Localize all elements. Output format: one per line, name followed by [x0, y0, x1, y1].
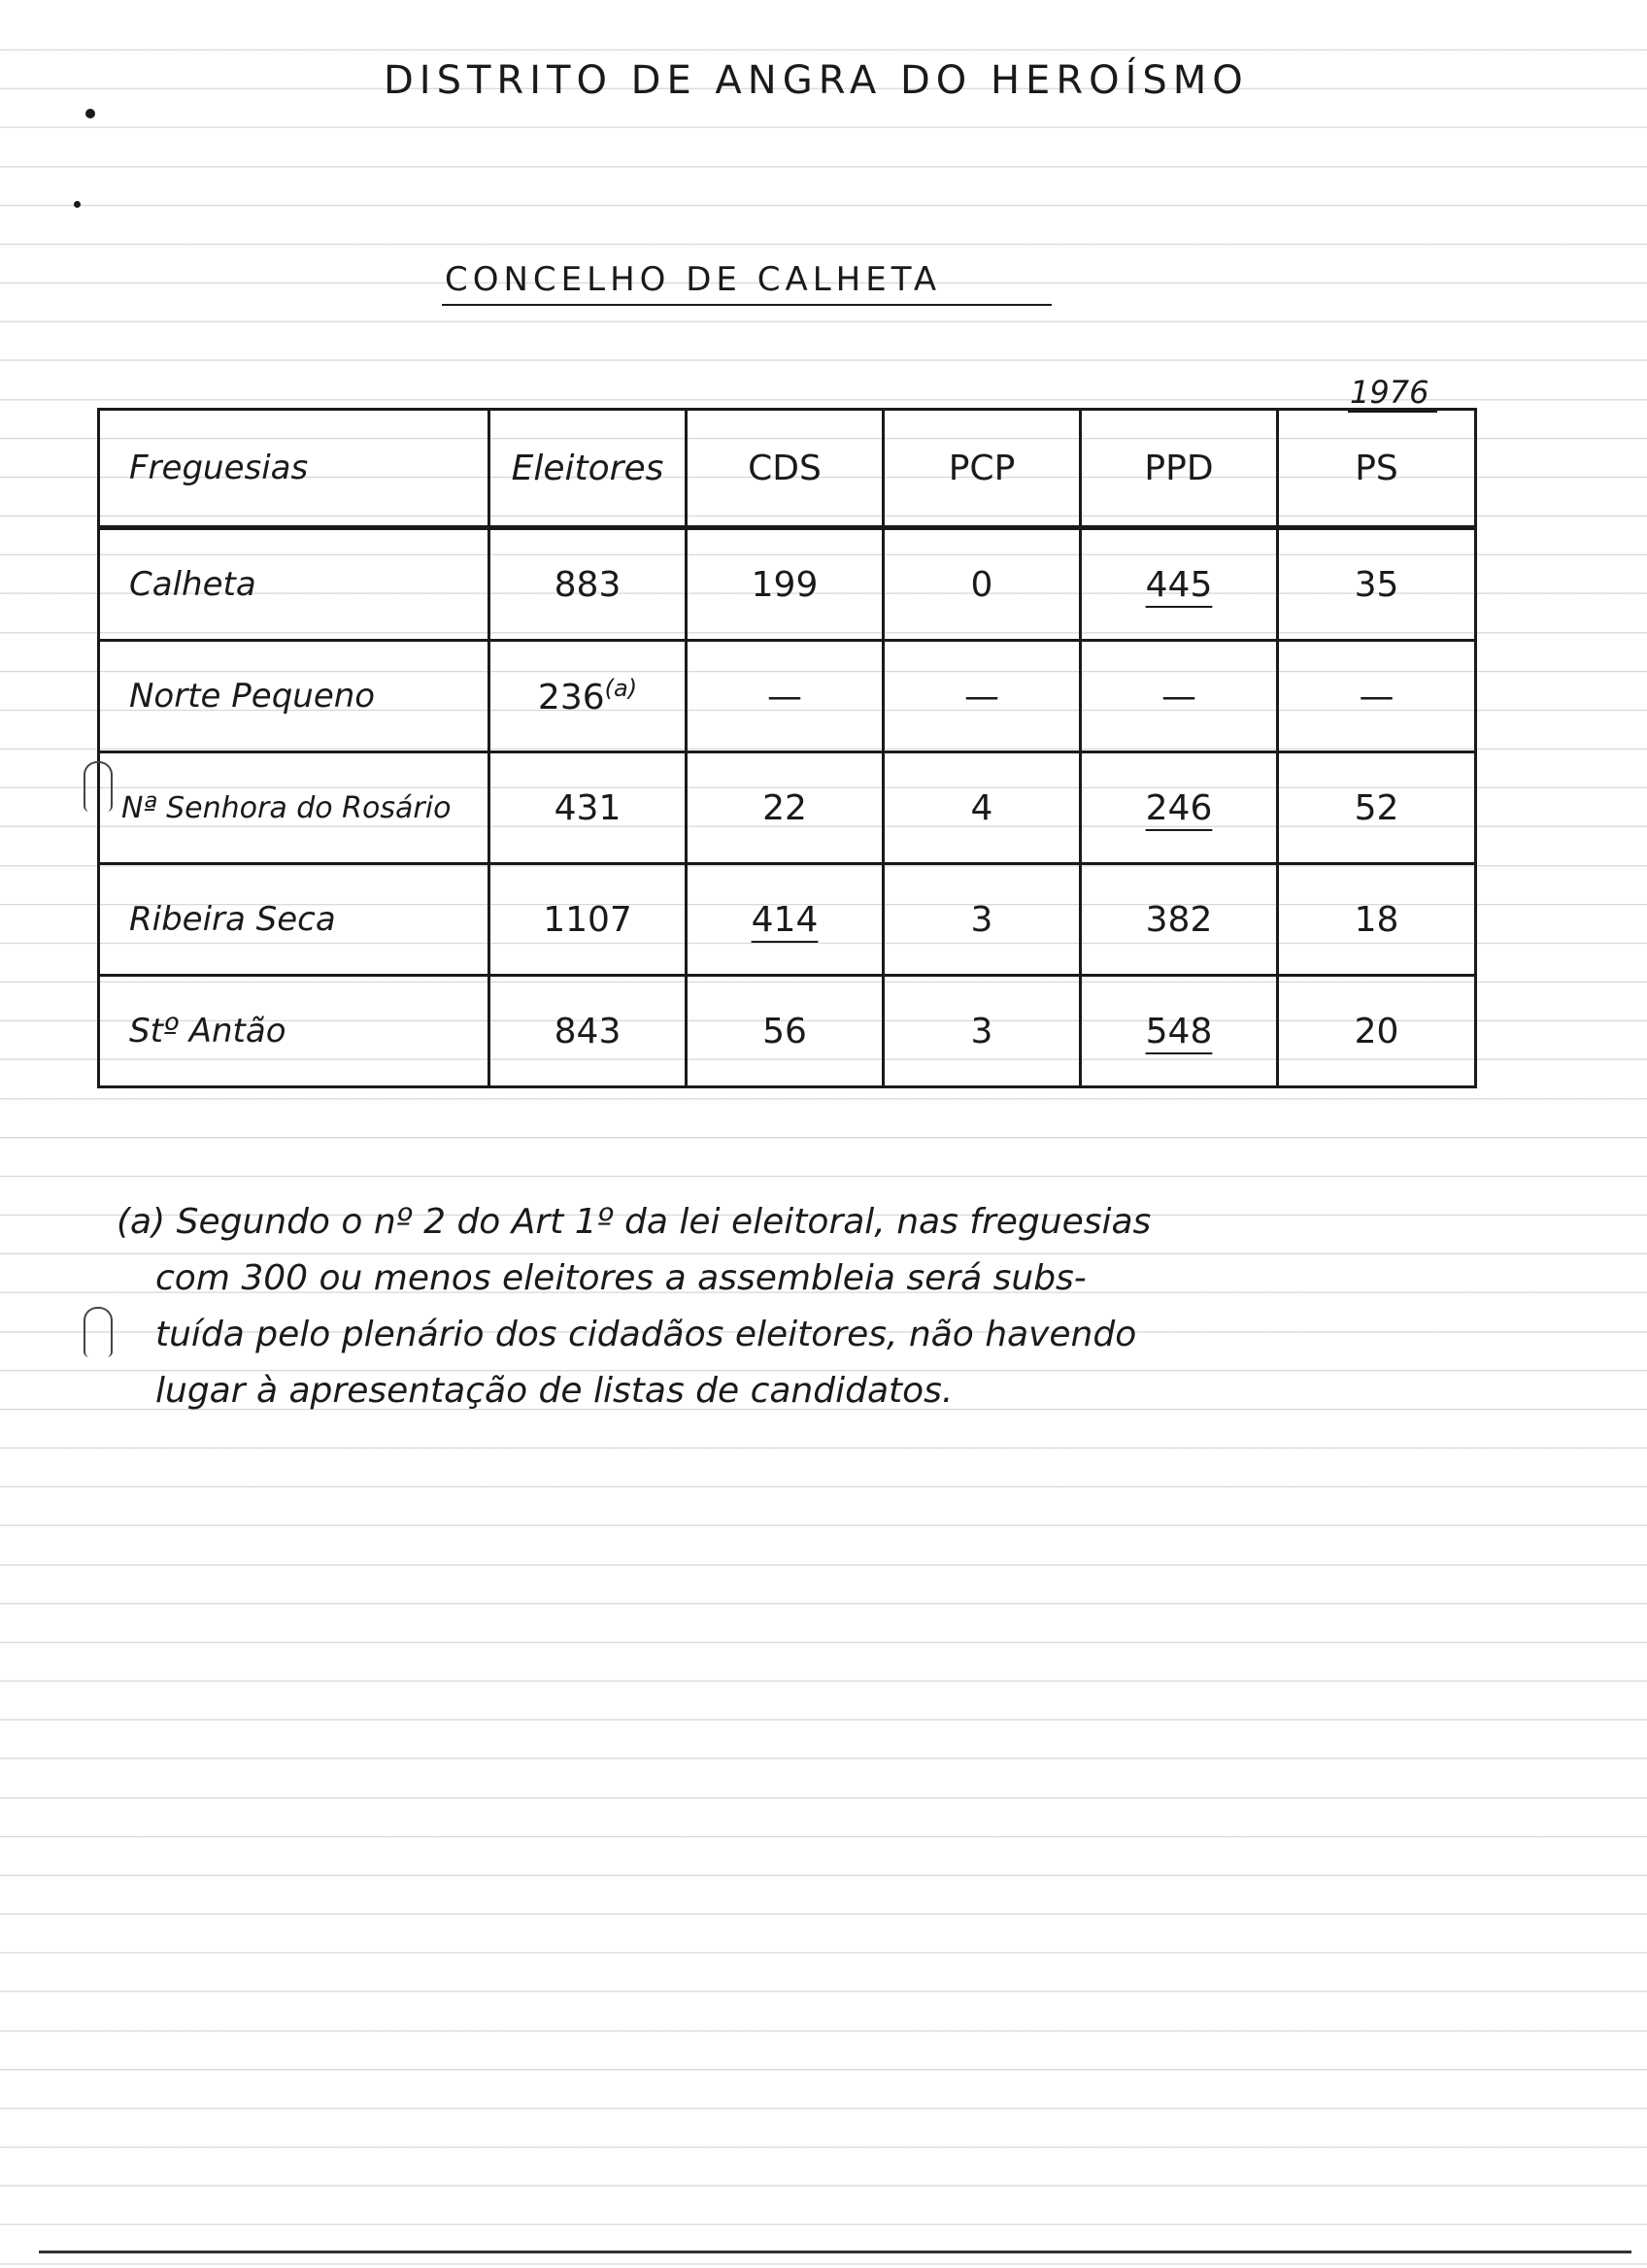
cds-cell: 22 — [687, 752, 884, 864]
cds-cell: 56 — [687, 976, 884, 1087]
ps-cell: 20 — [1278, 976, 1476, 1087]
footnote-line: tuída pelo plenário dos cidadãos eleitores, não havendo — [155, 1315, 1137, 1354]
election-results-table — [97, 408, 1477, 1088]
ps-cell: — — [1278, 641, 1476, 752]
voters-cell: 1107 — [489, 864, 687, 976]
footnote-line: lugar à apresentação de listas de candidatos. — [155, 1371, 954, 1411]
footnote-marker: (a) — [604, 675, 638, 702]
table-row — [99, 864, 1476, 976]
voters-value: 236 — [537, 678, 605, 717]
ppd-cell: 382 — [1081, 864, 1278, 976]
header-parish: Freguesias — [99, 410, 489, 528]
header-cds: CDS — [687, 410, 884, 528]
binder-ring-icon — [84, 761, 113, 812]
ppd-cell: 445 — [1081, 528, 1278, 641]
pcp-cell: — — [884, 641, 1081, 752]
pcp-cell: 4 — [884, 752, 1081, 864]
header-ppd: PPD — [1081, 410, 1278, 528]
table-header-row — [99, 410, 1476, 528]
punch-dot — [74, 201, 81, 208]
municipality-title: CONCELHO DE CALHETA — [445, 260, 942, 299]
header-voters: Eleitores — [489, 410, 687, 528]
district-title: DISTRITO DE ANGRA DO HEROÍSMO — [384, 58, 1249, 103]
voters-cell: 883 — [489, 528, 687, 641]
table-row — [99, 641, 1476, 752]
footnote-line: com 300 ou menos eleitores a assembleia será subs- — [155, 1258, 1087, 1298]
table-row — [99, 976, 1476, 1087]
parish-name: Stº Antão — [99, 976, 489, 1087]
cds-cell: — — [687, 641, 884, 752]
pcp-cell: 3 — [884, 864, 1081, 976]
voters-cell: 431 — [489, 752, 687, 864]
ps-cell: 35 — [1278, 528, 1476, 641]
table-row — [99, 752, 1476, 864]
footnote — [117, 1194, 1631, 1419]
parish-name: Nª Senhora do Rosário — [99, 752, 489, 864]
ps-cell: 52 — [1278, 752, 1476, 864]
punch-dot — [85, 109, 95, 118]
voters-cell — [489, 641, 687, 752]
ps-cell: 18 — [1278, 864, 1476, 976]
pcp-cell: 3 — [884, 976, 1081, 1087]
ppd-cell: — — [1081, 641, 1278, 752]
cds-cell: 414 — [687, 864, 884, 976]
header-ps: PS — [1278, 410, 1476, 528]
ppd-cell: 548 — [1081, 976, 1278, 1087]
cds-cell: 199 — [687, 528, 884, 641]
footnote-line: (a) Segundo o nº 2 do Art 1º da lei eleitoral, nas freguesias — [117, 1202, 1152, 1242]
voters-cell: 843 — [489, 976, 687, 1087]
ppd-cell: 246 — [1081, 752, 1278, 864]
parish-name: Calheta — [99, 528, 489, 641]
page-bottom-rule — [39, 2251, 1631, 2253]
subtitle-underline — [442, 304, 1052, 306]
table-row — [99, 528, 1476, 641]
binder-ring-icon — [84, 1307, 113, 1357]
header-pcp: PCP — [884, 410, 1081, 528]
parish-name: Norte Pequeno — [99, 641, 489, 752]
parish-name: Ribeira Seca — [99, 864, 489, 976]
pcp-cell: 0 — [884, 528, 1081, 641]
year-label: 1976 — [1350, 374, 1429, 411]
